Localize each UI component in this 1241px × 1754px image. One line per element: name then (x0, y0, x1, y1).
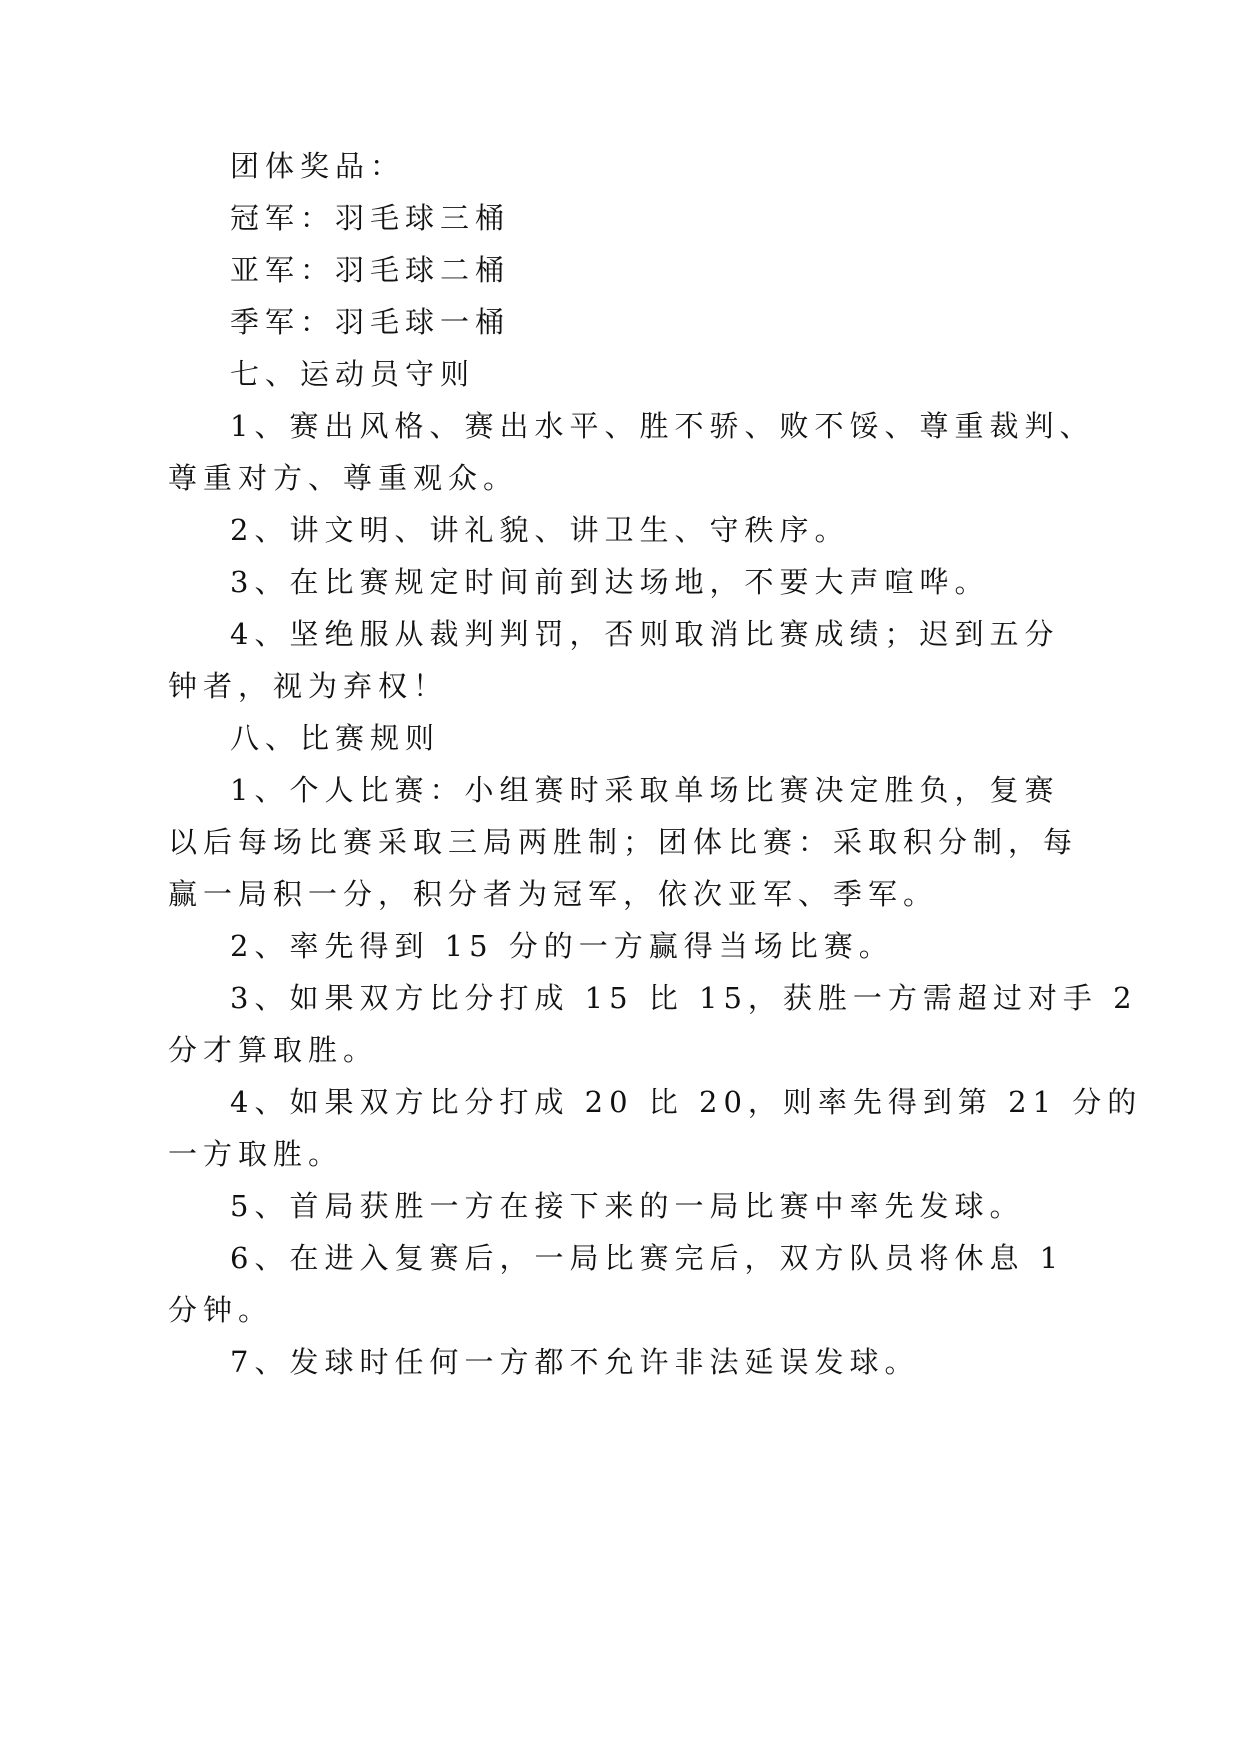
match-rule-1: 1、个人比赛：小组赛时采取单场比赛决定胜负，复赛 (230, 773, 1060, 807)
section-heading-athlete-rules: 七、运动员守则 (230, 357, 476, 391)
section-heading-match-rules: 八、比赛规则 (230, 721, 441, 755)
match-rule-6-cont: 分钟。 (168, 1293, 274, 1327)
athlete-rule-3: 3、在比赛规定时间前到达场地，不要大声喧哗。 (230, 565, 990, 599)
section-heading-team-prizes: 团体奖品： (230, 149, 406, 183)
athlete-rule-2: 2、讲文明、讲礼貌、讲卫生、守秩序。 (230, 513, 850, 547)
match-rule-6: 6、在进入复赛后，一局比赛完后，双方队员将休息 1 (230, 1241, 1065, 1275)
match-rule-1-cont-a: 以后每场比赛采取三局两胜制；团体比赛：采取积分制，每 (168, 825, 1079, 859)
match-rule-4: 4、如果双方比分打成 20 比 20，则率先得到第 21 分的 (230, 1085, 1143, 1119)
match-rule-3: 3、如果双方比分打成 15 比 15，获胜一方需超过对手 2 (230, 981, 1138, 1015)
match-rule-7: 7、发球时任何一方都不允许非法延误发球。 (230, 1345, 920, 1379)
athlete-rule-1-cont: 尊重对方、尊重观众。 (168, 461, 519, 495)
match-rule-4-cont: 一方取胜。 (168, 1137, 344, 1171)
athlete-rule-1: 1、赛出风格、赛出水平、胜不骄、败不馁、尊重裁判、 (230, 409, 1095, 443)
match-rule-2: 2、率先得到 15 分的一方赢得当场比赛。 (230, 929, 894, 963)
athlete-rule-4: 4、坚绝服从裁判判罚，否则取消比赛成绩；迟到五分 (230, 617, 1060, 651)
athlete-rule-4-cont: 钟者，视为弃权！ (168, 669, 449, 703)
match-rule-1-cont-b: 赢一局积一分，积分者为冠军，依次亚军、季军。 (168, 877, 939, 911)
match-rule-5: 5、首局获胜一方在接下来的一局比赛中率先发球。 (230, 1189, 1025, 1223)
match-rule-3-cont: 分才算取胜。 (168, 1033, 379, 1067)
prize-third-place: 季军：羽毛球一桶 (230, 305, 511, 339)
prize-champion: 冠军：羽毛球三桶 (230, 201, 511, 235)
prize-runner-up: 亚军：羽毛球二桶 (230, 253, 511, 287)
